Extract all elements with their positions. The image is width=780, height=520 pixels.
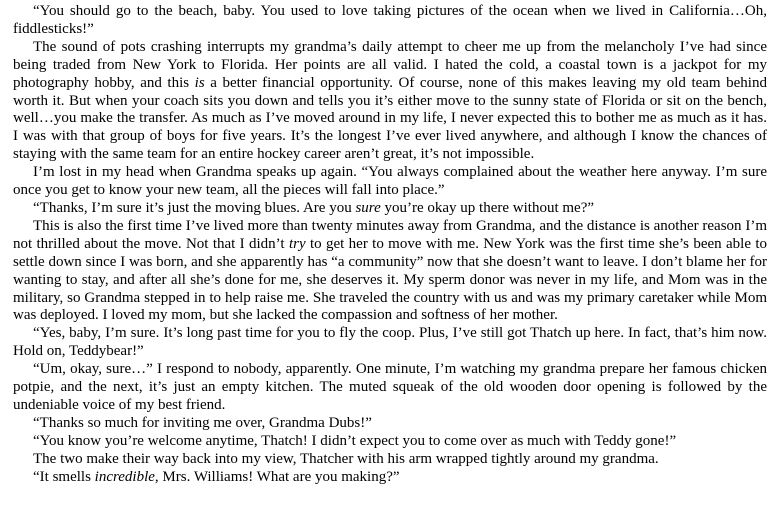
paragraph — [13, 200, 767, 218]
text-segment: , Mrs. Williams! What are you making?” — [154, 468, 400, 485]
paragraph — [13, 218, 767, 325]
paragraph — [13, 451, 767, 469]
text-segment: “Um, okay, sure…” I respond to nobody, apparently. One minute, I’m watching my grandma prepare her famous chicken potpie, and the next, it’s just an empty kitchen. The muted squeak of the old wooden door opening is followed by the undeniable voice of my best friend. — [13, 361, 767, 413]
text-segment: “You should go to the beach, baby. You used to love taking pictures of the ocean when we lived in California…Oh, fiddlesticks!” — [13, 3, 767, 37]
paragraph — [13, 325, 767, 361]
text-segment: “You know you’re welcome anytime, Thatch! I didn’t expect you to come over as much with Teddy gone!” — [33, 432, 677, 449]
text-segment: to get her to move with me. New York was the first time she’s been able to settle down since I was born, and she apparently has “a community” now that she doesn’t want to leave. I don’t blame her for wanting to stay, and after all she’s done for me, she deserves it. My sperm donor was never in my life, and Mom was in the military, so Grandma stepped in to help raise me. She traveled the country with us and was my primary caretaker while Mom was deployed. I loved my mom, but she lacked the compassion and softness of her mother. — [13, 235, 768, 324]
text-segment: “Yes, baby, I’m sure. It’s long past time for you to fly the coop. Plus, I’ve still got Thatch up here. In fact, that’s him now. Hold on, Teddybear!” — [13, 325, 767, 360]
paragraph — [13, 433, 767, 451]
text-segment: The sound of pots crashing interrupts my grandma’s daily attempt to cheer me up from the melancholy I’ve had since being traded from New York to Florida. Her points are all valid. I hated the cold, a coastal town is a jackpot for my photography hobby, and this — [13, 38, 767, 91]
paragraph — [13, 164, 767, 200]
italic-text-segment: incredible — [94, 468, 155, 485]
italic-text-segment: try — [288, 235, 306, 252]
paragraph — [13, 3, 767, 39]
text-segment: “Thanks, I’m sure it’s just the moving blues. Are you — [33, 199, 356, 216]
text-segment: you’re okay up there without me?” — [380, 199, 595, 216]
paragraph — [13, 415, 767, 433]
text-segment: “Thanks so much for inviting me over, Grandma Dubs!” — [33, 414, 372, 431]
text-segment: This is also the first time I’ve lived more than twenty minutes away from Grandma, and the distance is another reason I’m not thrilled about the move. Not that I didn’t — [13, 217, 767, 252]
italic-text-segment: is — [194, 74, 205, 91]
text-segment: The two make their way back into my view, Thatcher with his arm wrapped tightly around my grandma. — [33, 450, 659, 467]
text-segment: “It smells — [33, 468, 95, 485]
paragraph — [13, 361, 767, 415]
paragraph — [13, 39, 767, 164]
text-segment: I’m lost in my head when Grandma speaks up again. “You always complained about the weather here anyway. I’m sure once you get to know your new team, all the pieces will fall into place.” — [13, 164, 767, 199]
text-segment: a better financial opportunity. Of course, none of this makes leaving my old team behind worth it. But when your coach sits you down and tells you it’s either move to the sunny state of Florida or sit on the bench, well…you make the transfer. As much as I’ve moved around in my life, I never expected this to bother me as much as it has. I was with that group of boys for five years. It’s the longest I’ve ever lived anywhere, and although I know the chances of staying with the same team for an entire hockey career aren’t great, it’s not impossible. — [13, 74, 767, 163]
text-column — [13, 3, 767, 486]
paragraph — [13, 469, 767, 487]
italic-text-segment: sure — [355, 199, 381, 216]
